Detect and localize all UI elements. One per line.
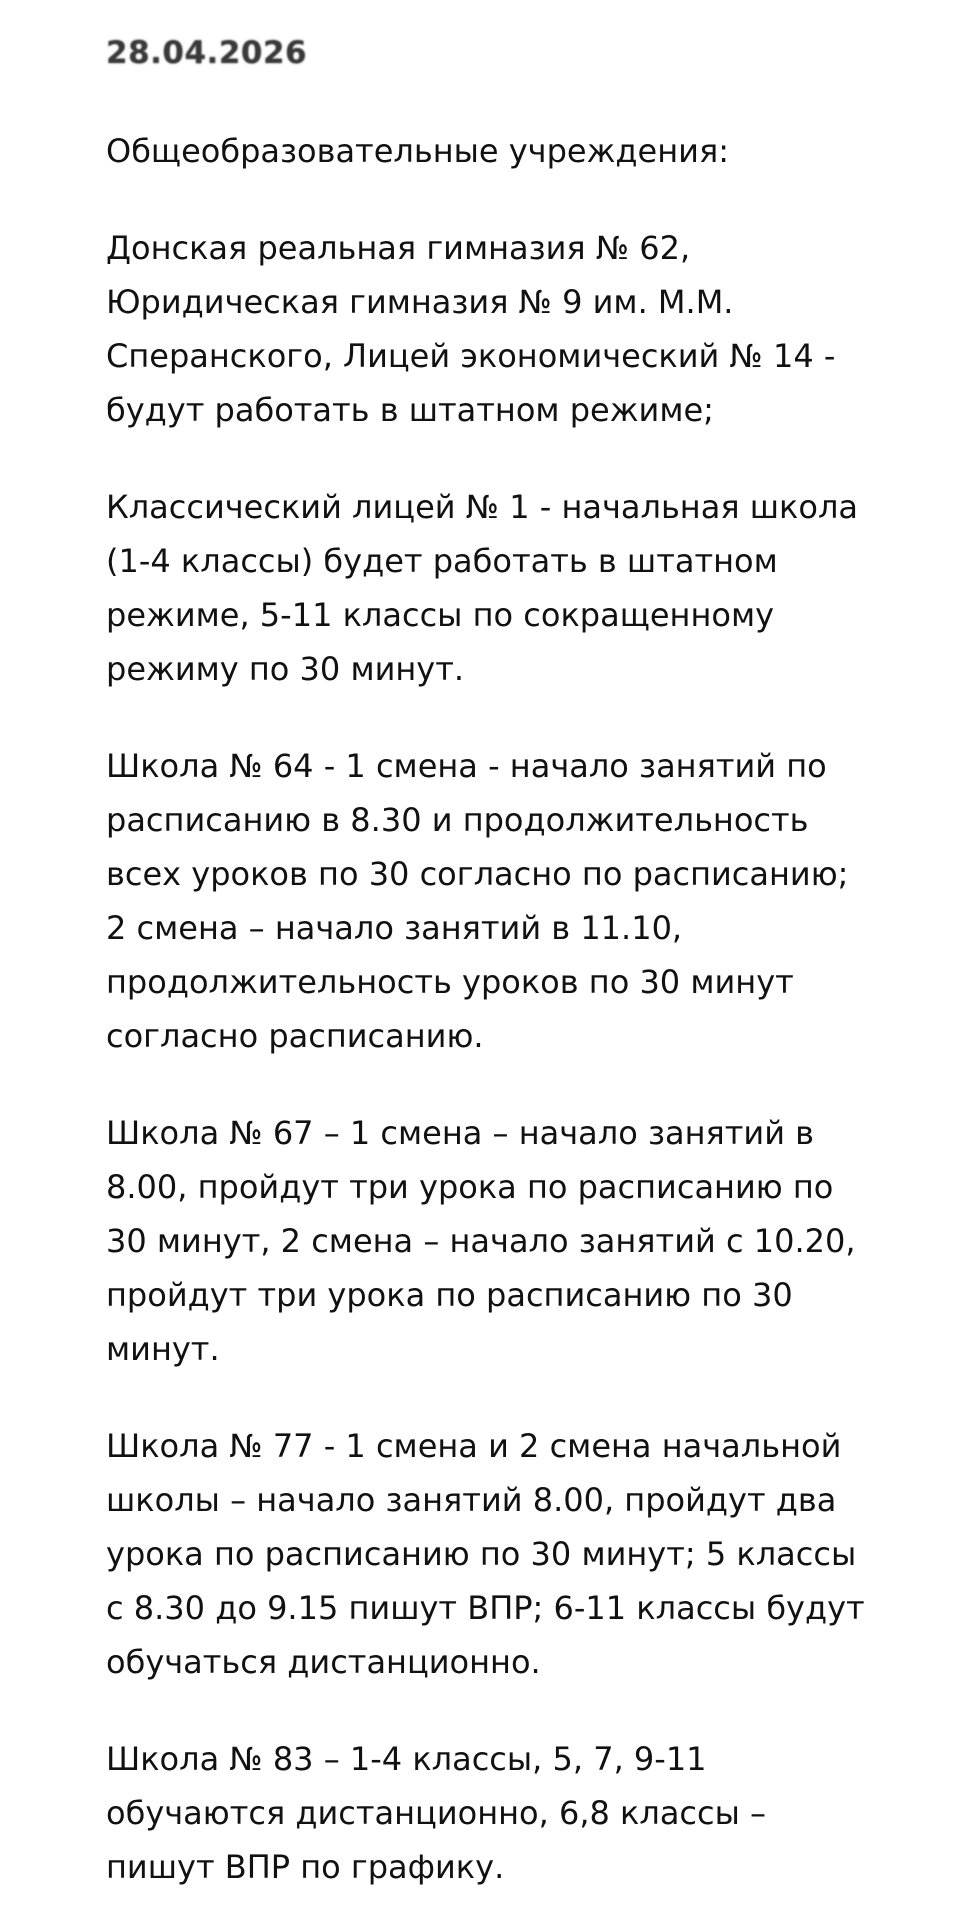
article-date: 28.04.2026 xyxy=(106,35,308,71)
section-heading: Общеобразовательные учреждения: xyxy=(106,132,729,170)
paragraph-school-77: Школа № 77 - 1 смена и 2 смена начальной школы – начало занятий 8.00, пройдут два урока по расписанию по 30 минут; 5 классы с 8.30 до 9.15 пишут ВПР; 6-11 классы будут обучаться дистанционно. xyxy=(106,1427,865,1681)
paragraph-gymnasiums: Донская реальная гимназия № 62, Юридическая гимназия № 9 им. М.М. Сперанского, Лицей экономический № 14 - будут работать в штатном режиме; xyxy=(106,229,836,429)
article-body xyxy=(106,30,866,1894)
paragraph-school-67: Школа № 67 – 1 смена – начало занятий в 8.00, пройдут три урока по расписанию по 30 минут, 2 смена – начало занятий с 10.20, пройдут три урока по расписанию по 30 минут. xyxy=(106,1114,856,1368)
paragraph-school-64: Школа № 64 - 1 смена - начало занятий по расписанию в 8.30 и продолжительность всех уроков по 30 согласно по расписанию; 2 смена – начало занятий в 11.10, продолжительность уроков по 30 минут согласно расписанию. xyxy=(106,747,849,1055)
paragraph-school-83: Школа № 83 – 1-4 классы, 5, 7, 9-11 обучаются дистанционно, 6,8 классы – пишут ВПР по графику. xyxy=(106,1740,767,1886)
paragraph-lyceum-1: Классический лицей № 1 - начальная школа (1-4 классы) будет работать в штатном режиме, 5-11 классы по сокращенному режиму по 30 минут. xyxy=(106,488,858,688)
